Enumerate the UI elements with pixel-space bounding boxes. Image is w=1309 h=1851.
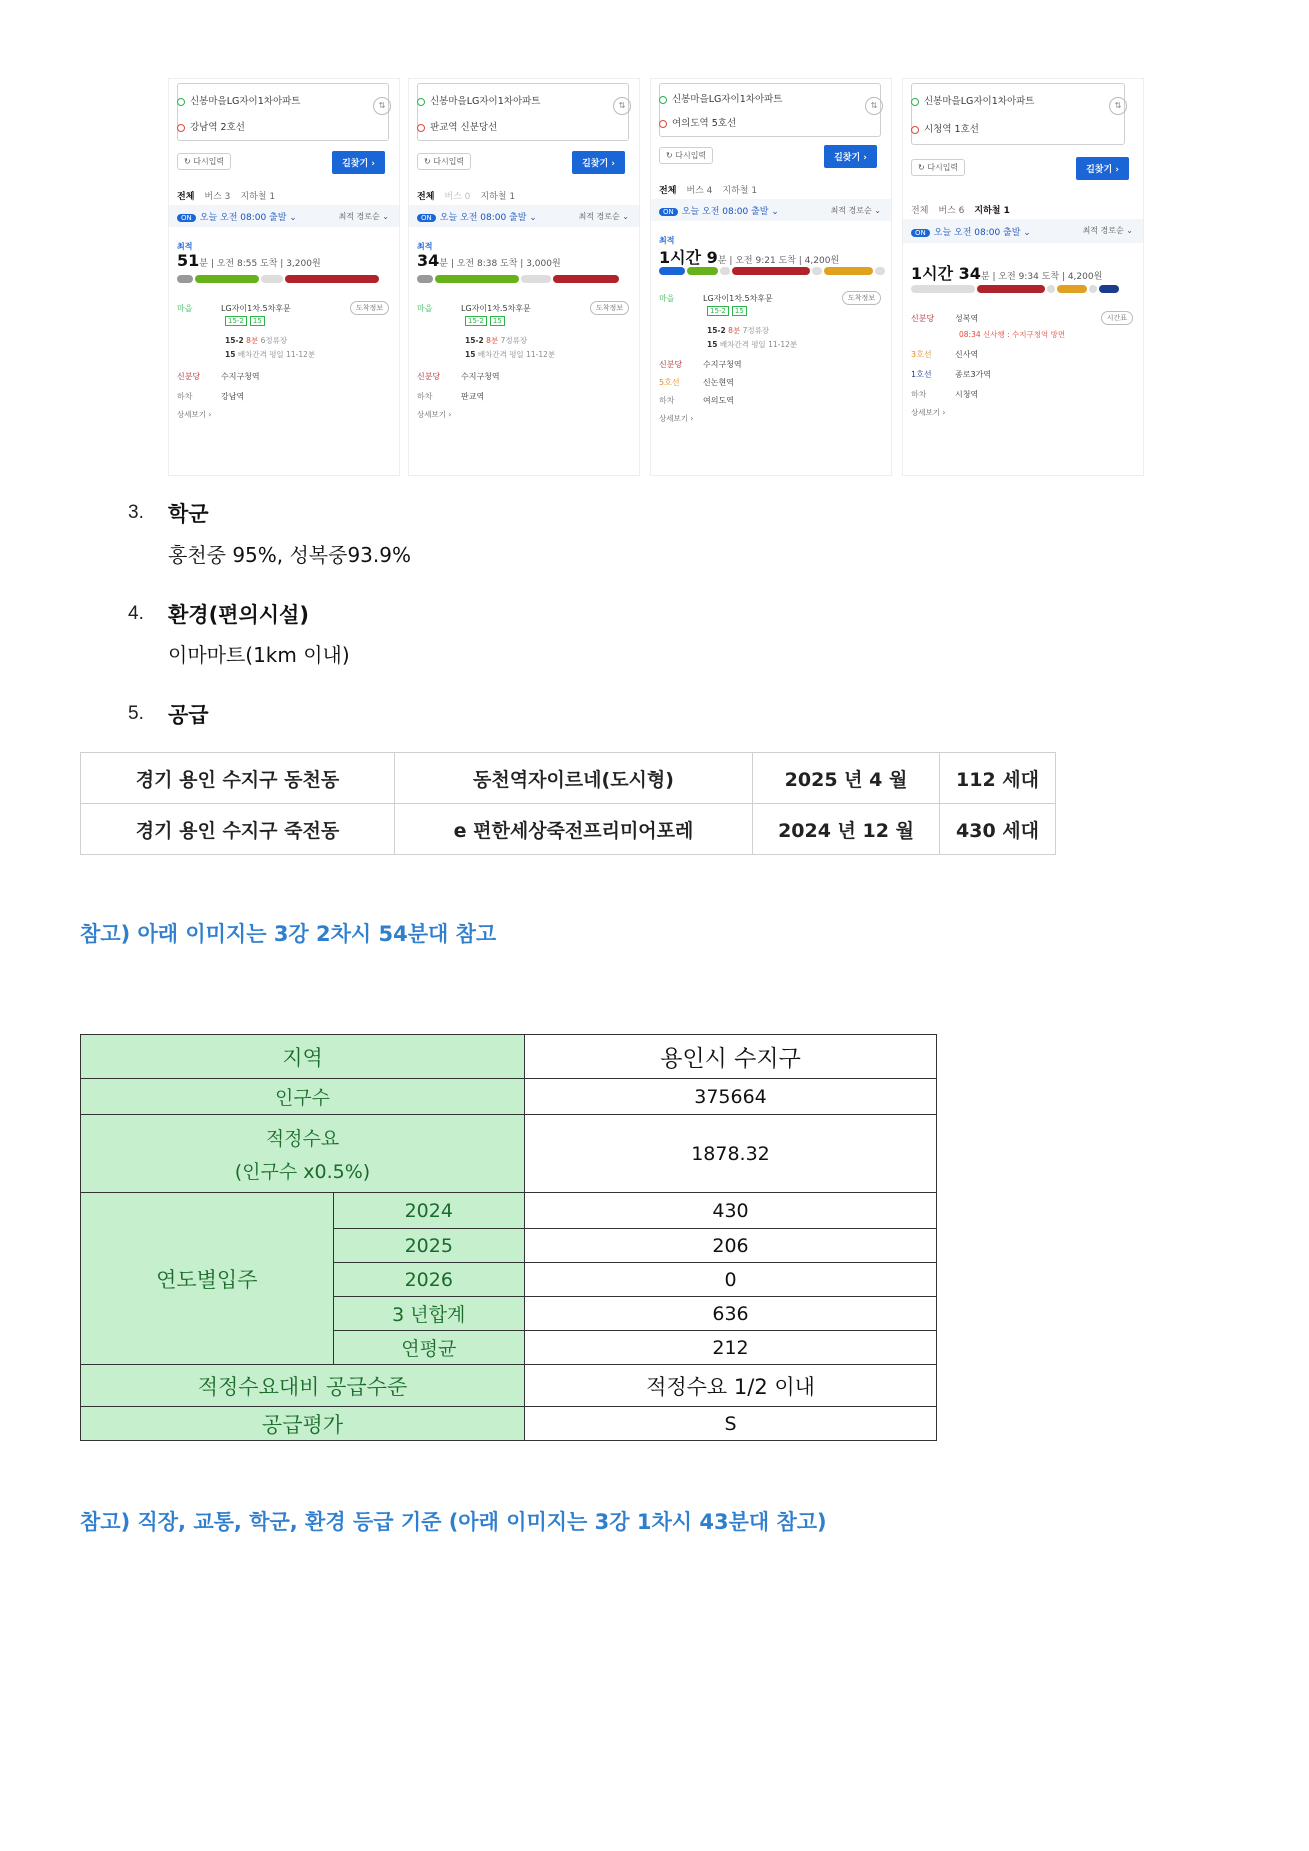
step-1: 마을 LG자이1차.5차후문 — [177, 304, 291, 313]
section-3-body: 홍천중 95%, 성복중93.9% — [168, 543, 411, 567]
destination-field[interactable]: 여의도역 5호선 — [659, 115, 736, 129]
route-duration: 1시간 9분 | 오전 9:21 도착 | 4,200원 — [659, 248, 840, 267]
route-screenshots — [168, 78, 1212, 474]
arrival-info-button[interactable]: 도착정보 — [350, 301, 389, 315]
step-3: 하차 강남역 — [177, 392, 245, 401]
depart-time[interactable]: ON 오늘 오전 08:00 출발 ⌄ — [911, 225, 1031, 238]
timetable-button[interactable]: 시간표 — [1101, 311, 1133, 325]
year-value: 212 — [525, 1331, 937, 1365]
region-label: 지역 — [81, 1035, 525, 1079]
year-label: 3 년합계 — [333, 1297, 524, 1331]
step-2: 3호선 신사역 — [911, 350, 979, 359]
step-3: 하차 판교역 — [417, 392, 485, 401]
sort-select[interactable]: 최적 경로순 ⌄ — [338, 212, 389, 221]
origin-field[interactable]: 신봉마을LG자이1차아파트 — [417, 93, 540, 107]
table-cell: 112 세대 — [940, 753, 1056, 804]
swap-icon[interactable]: ⇅ — [865, 97, 883, 115]
section-4-number: 4. — [128, 603, 144, 624]
destination-field[interactable]: 시청역 1호선 — [911, 121, 979, 135]
year-label: 연평균 — [333, 1331, 524, 1365]
year-value: 0 — [525, 1263, 937, 1297]
year-value: 206 — [525, 1229, 937, 1263]
table-cell: 경기 용인 수지구 동천동 — [81, 753, 395, 804]
bus-badges: 15-2 15 — [465, 317, 508, 325]
route-bar — [911, 285, 1133, 293]
detail-link[interactable]: 상세보기 › — [911, 408, 946, 417]
route-panel-4 — [902, 78, 1144, 476]
destination-field[interactable]: 강남역 2호선 — [177, 119, 245, 133]
step-1: 마을 LG자이1차.5차후문 — [417, 304, 531, 313]
search-route-button[interactable]: 길찾기 › — [332, 151, 385, 174]
table-row — [81, 753, 1056, 804]
supply-table — [80, 752, 1056, 855]
route-tabs[interactable]: 전체 버스 3 지하철 1 — [177, 192, 276, 202]
demand-label: 적정수요 (인구수 x0.5%) — [81, 1115, 525, 1193]
depart-time[interactable]: ON 오늘 오전 08:00 출발 ⌄ — [177, 210, 297, 223]
reset-button[interactable]: ↻ 다시입력 — [659, 147, 713, 164]
route-tabs[interactable]: 전체 버스 0 지하철 1 — [417, 192, 516, 202]
search-route-button[interactable]: 길찾기 › — [572, 151, 625, 174]
section-3-title: 학군 — [168, 502, 209, 526]
bus-detail-1: 15-2 8분 7정류장 — [707, 326, 770, 335]
detail-link[interactable]: 상세보기 › — [659, 414, 694, 423]
reference-note-2: 참고) 직장, 교통, 학군, 환경 등급 기준 (아래 이미지는 3강 1차시 43분대 참고) — [80, 1510, 827, 1534]
route-panel-2 — [408, 78, 640, 476]
reference-note-1: 참고) 아래 이미지는 3강 2차시 54분대 참고 — [80, 922, 497, 946]
table-row — [81, 1407, 937, 1441]
best-label: 최적 — [417, 242, 433, 251]
population-label: 인구수 — [81, 1079, 525, 1115]
best-label: 최적 — [659, 236, 675, 245]
detail-link[interactable]: 상세보기 › — [417, 410, 452, 419]
bus-detail-1: 15-2 8분 7정류장 — [465, 336, 528, 345]
step-4: 하차 시청역 — [911, 390, 979, 399]
table-row — [81, 1035, 937, 1079]
route-duration: 34분 | 오전 8:38 도착 | 3,000원 — [417, 251, 561, 270]
bus-detail-2: 15 배차간격 평일 11-12분 — [465, 350, 556, 359]
step-4: 하차 여의도역 — [659, 396, 734, 405]
reset-button[interactable]: ↻ 다시입력 — [177, 153, 231, 170]
table-cell: 2025 년 4 월 — [753, 753, 940, 804]
table-cell: 경기 용인 수지구 죽전동 — [81, 804, 395, 855]
sort-select[interactable]: 최적 경로순 ⌄ — [830, 206, 881, 215]
table-row — [81, 1079, 937, 1115]
arrival-info-button[interactable]: 도착정보 — [842, 291, 881, 305]
year-label: 2026 — [333, 1263, 524, 1297]
route-duration: 51분 | 오전 8:55 도착 | 3,200원 — [177, 251, 321, 270]
year-label: 2025 — [333, 1229, 524, 1263]
swap-icon[interactable]: ⇅ — [1109, 97, 1127, 115]
table-cell: 430 세대 — [940, 804, 1056, 855]
year-value: 636 — [525, 1297, 937, 1331]
step-3: 1호선 종로3가역 — [911, 370, 992, 379]
reset-button[interactable]: ↻ 다시입력 — [417, 153, 471, 170]
supply-level-value: 적정수요 1/2 이내 — [525, 1365, 937, 1407]
table-row — [81, 1193, 937, 1229]
route-panel-1 — [168, 78, 400, 476]
table-cell: 2024 년 12 월 — [753, 804, 940, 855]
yearly-move-in-label: 연도별입주 — [81, 1193, 334, 1365]
supply-grade-label: 공급평가 — [81, 1407, 525, 1441]
region-value: 용인시 수지구 — [525, 1035, 937, 1079]
section-5-number: 5. — [128, 703, 144, 724]
supply-level-label: 적정수요대비 공급수준 — [81, 1365, 525, 1407]
swap-icon[interactable]: ⇅ — [373, 97, 391, 115]
route-tabs[interactable]: 전체 버스 6 지하철 1 — [911, 206, 1010, 216]
bus-detail-2: 15 배차간격 평일 11-12분 — [707, 340, 798, 349]
bus-badges: 15-2 15 — [707, 307, 750, 315]
supply-grade-value: S — [525, 1407, 937, 1441]
detail-link[interactable]: 상세보기 › — [177, 410, 212, 419]
bus-detail-2: 15 배차간격 평일 11-12분 — [225, 350, 316, 359]
demand-value: 1878.32 — [525, 1115, 937, 1193]
step-2: 신분당 수지구청역 — [417, 372, 500, 381]
depart-time[interactable]: ON 오늘 오전 08:00 출발 ⌄ — [417, 210, 537, 223]
step-1: 마을 LG자이1차.5차후문 — [659, 294, 773, 303]
best-label: 최적 — [177, 242, 193, 251]
step-1: 신분당 성복역 — [911, 314, 979, 323]
origin-field[interactable]: 신봉마을LG자이1차아파트 — [911, 93, 1034, 107]
route-duration: 1시간 34분 | 오전 9:34 도착 | 4,200원 — [911, 264, 1103, 283]
bus-detail-1: 15-2 8분 6정류장 — [225, 336, 288, 345]
origin-field[interactable]: 신봉마을LG자이1차아파트 — [659, 91, 782, 105]
route-tabs[interactable]: 전체 버스 4 지하철 1 — [659, 186, 758, 196]
section-4-body: 이마마트(1km 이내) — [168, 643, 350, 667]
route-bar — [177, 275, 387, 283]
year-value: 430 — [525, 1193, 937, 1229]
year-label: 2024 — [333, 1193, 524, 1229]
reset-button[interactable]: ↻ 다시입력 — [911, 159, 965, 176]
destination-field[interactable]: 판교역 신분당선 — [417, 119, 497, 133]
step-2: 신분당 수지구청역 — [659, 360, 742, 369]
table-cell: e 편한세상죽전프리미어포레 — [395, 804, 753, 855]
table-row — [81, 804, 1056, 855]
route-panel-3 — [650, 78, 892, 476]
section-4-title: 환경(편의시설) — [168, 603, 309, 627]
search-route-button[interactable]: 길찾기 › — [1076, 157, 1129, 180]
subway-note: 08:34 신사행 : 수지구청역 방면 — [959, 330, 1066, 339]
arrival-info-button[interactable]: 도착정보 — [590, 301, 629, 315]
route-bar — [659, 267, 885, 275]
section-3-number: 3. — [128, 502, 144, 523]
step-2: 신분당 수지구청역 — [177, 372, 260, 381]
table-cell: 동천역자이르네(도시형) — [395, 753, 753, 804]
sort-select[interactable]: 최적 경로순 ⌄ — [1082, 226, 1133, 235]
origin-field[interactable]: 신봉마을LG자이1차아파트 — [177, 93, 300, 107]
table-row — [81, 1115, 937, 1193]
route-bar — [417, 275, 627, 283]
swap-icon[interactable]: ⇅ — [613, 97, 631, 115]
supply-evaluation-table — [80, 1034, 937, 1441]
search-route-button[interactable]: 길찾기 › — [824, 145, 877, 168]
depart-time[interactable]: ON 오늘 오전 08:00 출발 ⌄ — [659, 204, 779, 217]
table-row — [81, 1365, 937, 1407]
step-3: 5호선 신논현역 — [659, 378, 734, 387]
bus-badges: 15-2 15 — [225, 317, 268, 325]
sort-select[interactable]: 최적 경로순 ⌄ — [578, 212, 629, 221]
section-5-title: 공급 — [168, 703, 209, 727]
population-value: 375664 — [525, 1079, 937, 1115]
